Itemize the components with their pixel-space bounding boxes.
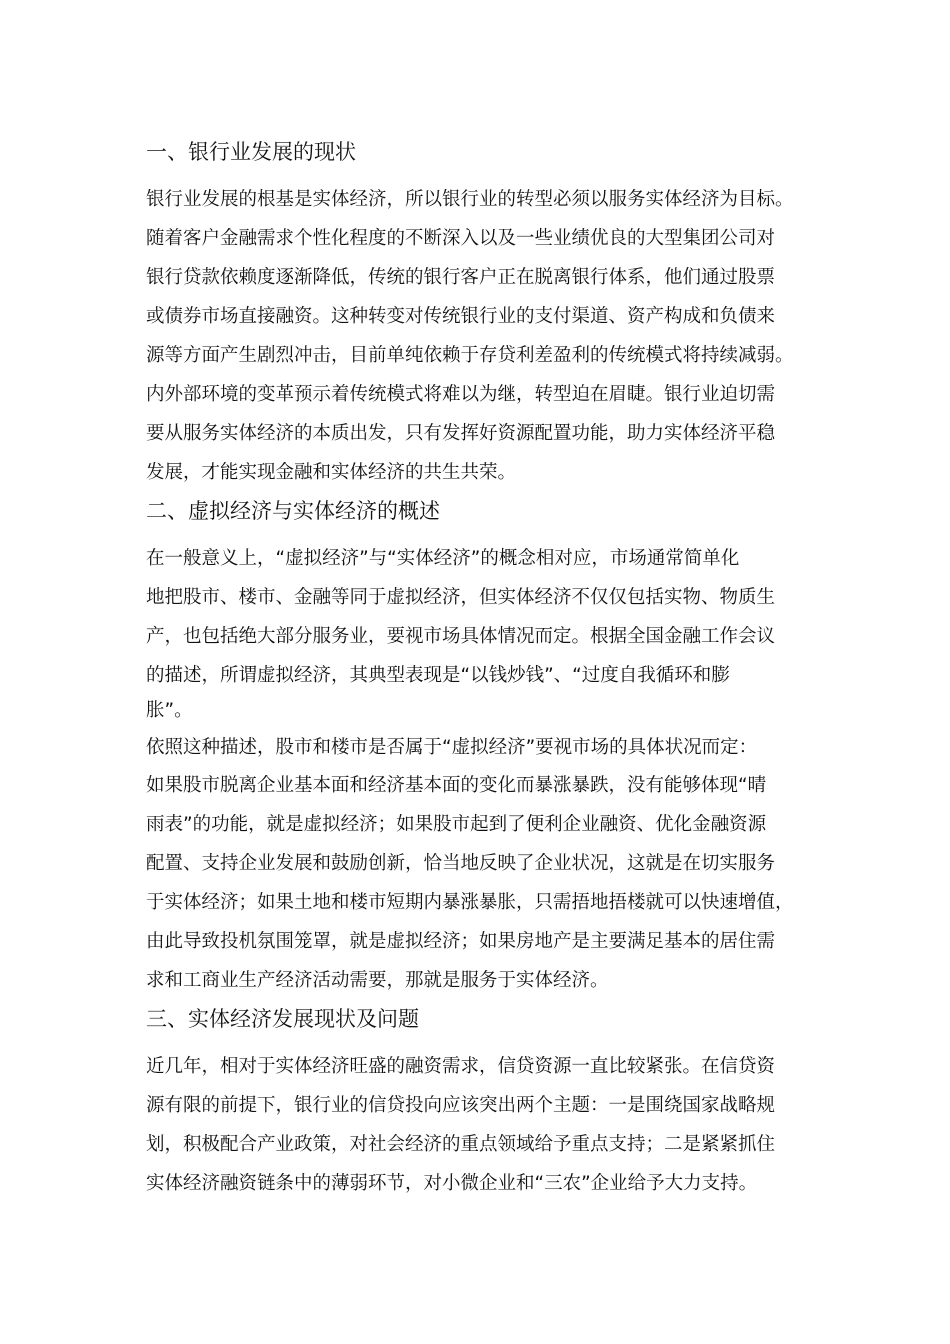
paragraph-line: 近几年，相对于实体经济旺盛的融资需求，信贷资源一直比较紧张。在信贷资 [146, 1056, 776, 1077]
paragraph-line: 银行业发展的根基是实体经济，所以银行业的转型必须以服务实体经济为目标。 [146, 189, 794, 210]
paragraph-line: 银行贷款依赖度逐渐降低，传统的银行客户正在脱离银行体系，他们通过股票 [146, 267, 776, 288]
paragraph-line: 源有限的前提下，银行业的信贷投向应该突出两个主题：一是围绕国家战略规 [146, 1095, 776, 1116]
section-heading-1: 一、银行业发展的现状 [146, 140, 356, 164]
section-heading-3: 三、实体经济发展现状及问题 [146, 1007, 419, 1031]
paragraph-line: 要从服务实体经济的本质出发，只有发挥好资源配置功能，助力实体经济平稳 [146, 423, 776, 444]
paragraph-line: 内外部环境的变革预示着传统模式将难以为继，转型迫在眉睫。银行业迫切需 [146, 384, 776, 405]
paragraph-line: 配置、支持企业发展和鼓励创新，恰当地反映了企业状况，这就是在切实服务 [146, 853, 776, 874]
paragraph-line: 源等方面产生剧烈冲击，目前单纯依赖于存贷利差盈利的传统模式将持续减弱。 [146, 345, 794, 366]
paragraph-line: 产，也包括绝大部分服务业，要视市场具体情况而定。根据全国金融工作会议 [146, 626, 776, 647]
paragraph-line: 胀”。 [146, 700, 193, 721]
paragraph-line: 在一般意义上，“虚拟经济”与“实体经济”的概念相对应，市场通常简单化 [146, 548, 740, 569]
paragraph-line: 的描述，所谓虚拟经济，其典型表现是“以钱炒钱”、“过度自我循环和膨 [146, 665, 730, 686]
paragraph-line: 由此导致投机氛围笼罩，就是虚拟经济；如果房地产是主要满足基本的居住需 [146, 931, 776, 952]
section-heading-2: 二、虚拟经济与实体经济的概述 [146, 499, 440, 523]
paragraph-line: 随着客户金融需求个性化程度的不断深入以及一些业绩优良的大型集团公司对 [146, 228, 776, 249]
paragraph-line: 或债券市场直接融资。这种转变对传统银行业的支付渠道、资产构成和负债来 [146, 306, 776, 327]
paragraph-line: 实体经济融资链条中的薄弱环节，对小微企业和“三农”企业给予大力支持。 [146, 1173, 758, 1194]
paragraph-line: 如果股市脱离企业基本面和经济基本面的变化而暴涨暴跌，没有能够体现“晴 [146, 775, 767, 796]
paragraph-line: 划，积极配合产业政策，对社会经济的重点领域给予重点支持；二是紧紧抓住 [146, 1134, 776, 1155]
paragraph-line: 雨表”的功能，就是虚拟经济；如果股市起到了便利企业融资、优化金融资源 [146, 814, 767, 835]
paragraph-line: 地把股市、楼市、金融等同于虚拟经济，但实体经济不仅仅包括实物、物质生 [146, 587, 776, 608]
paragraph-line: 发展，才能实现金融和实体经济的共生共荣。 [146, 462, 517, 483]
paragraph-line: 于实体经济；如果土地和楼市短期内暴涨暴胀，只需捂地捂楼就可以快速增值， [146, 892, 794, 913]
paragraph-line: 求和工商业生产经济活动需要，那就是服务于实体经济。 [146, 970, 609, 991]
paragraph-line: 依照这种描述，股市和楼市是否属于“虚拟经济”要视市场的具体状况而定： [146, 737, 758, 758]
